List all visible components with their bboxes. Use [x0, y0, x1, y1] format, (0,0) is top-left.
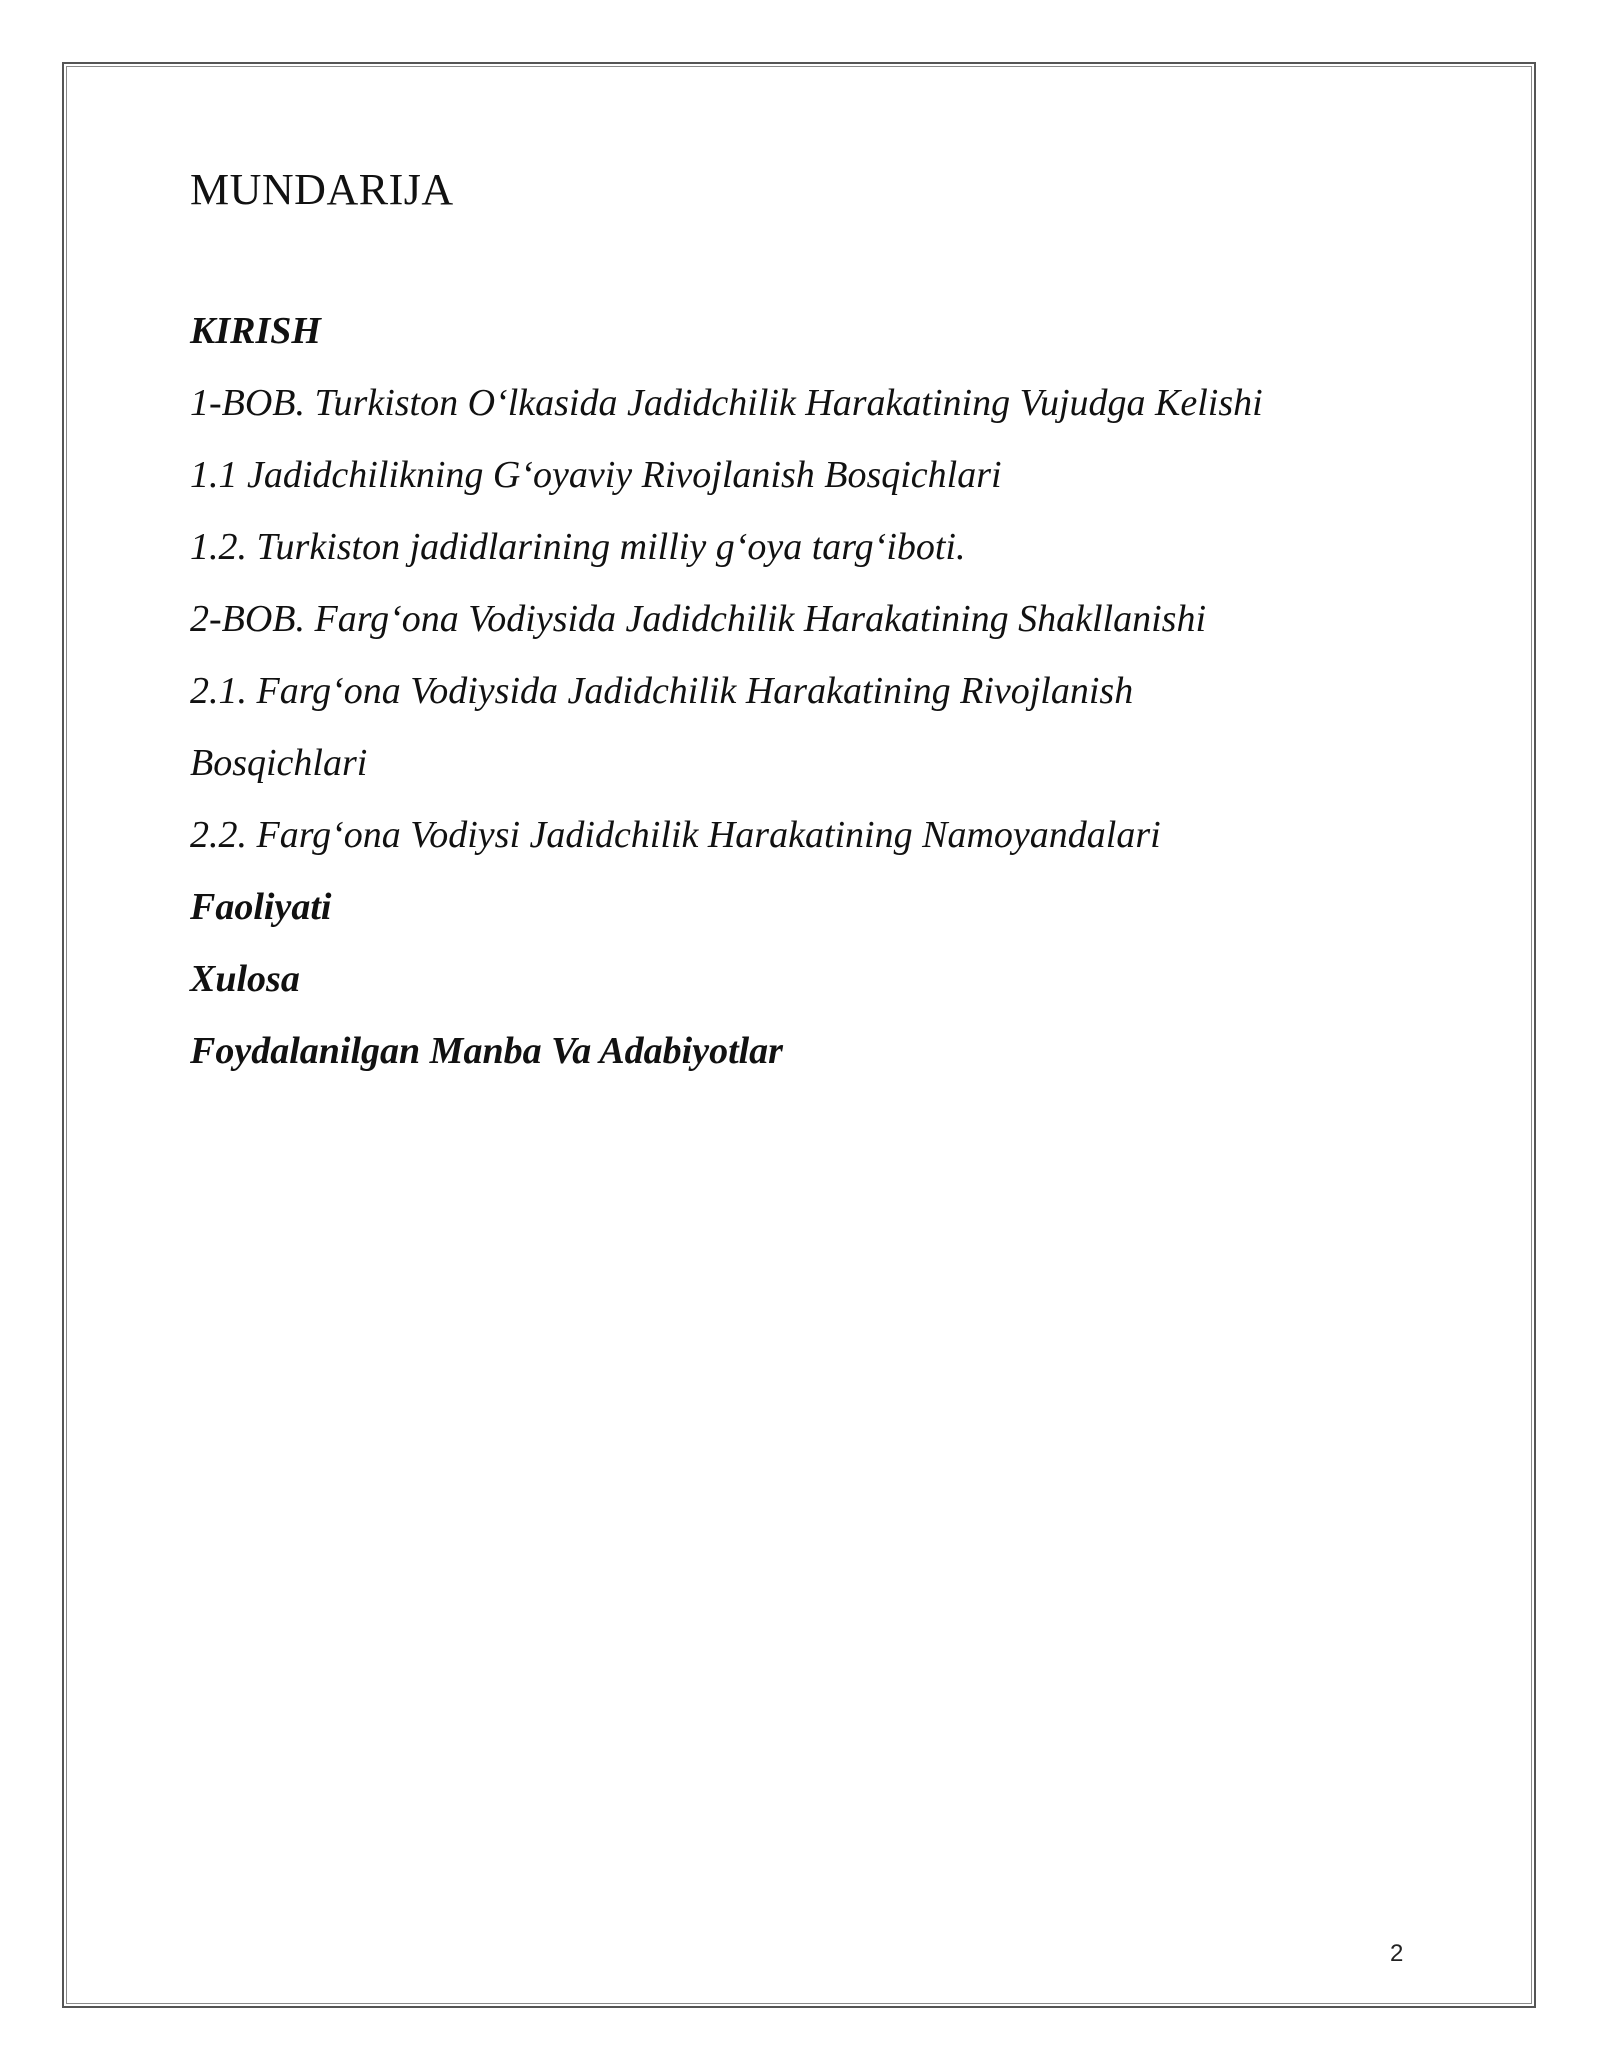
page-number: 2	[1390, 1940, 1404, 1967]
toc-entry-chapter-2: 2-BOB. Farg‘ona Vodiysida Jadidchilik Harakatining Shakllanishi	[190, 598, 1207, 640]
toc-entry-section-2-1-cont: Bosqichlari	[190, 742, 368, 784]
toc-title: MUNDARIJA	[190, 165, 454, 214]
toc-entry-references: Foydalanilgan Manba Va Adabiyotlar	[190, 1030, 783, 1072]
toc-entry-section-2-1: 2.1. Farg‘ona Vodiysida Jadidchilik Harakatining Rivojlanish	[190, 670, 1134, 712]
toc-entry-chapter-1: 1-BOB. Turkiston O‘lkasida Jadidchilik Harakatining Vujudga Kelishi	[190, 382, 1263, 424]
toc-entry-section-2-2-cont: Faoliyati	[190, 886, 332, 928]
toc-entry-section-2-2: 2.2. Farg‘ona Vodiysi Jadidchilik Harakatining Namoyandalari	[190, 814, 1161, 856]
toc-entry-kirish: KIRISH	[190, 310, 321, 352]
toc-list	[190, 295, 1450, 1087]
toc-entry-section-1-2: 1.2. Turkiston jadidlarining milliy g‘oya targ‘iboti.	[190, 526, 966, 568]
table-of-contents	[190, 160, 1450, 1087]
toc-entry-xulosa: Xulosa	[190, 958, 300, 1000]
toc-entry-section-1-1: 1.1 Jadidchilikning G‘oyaviy Rivojlanish Bosqichlari	[190, 454, 1002, 496]
